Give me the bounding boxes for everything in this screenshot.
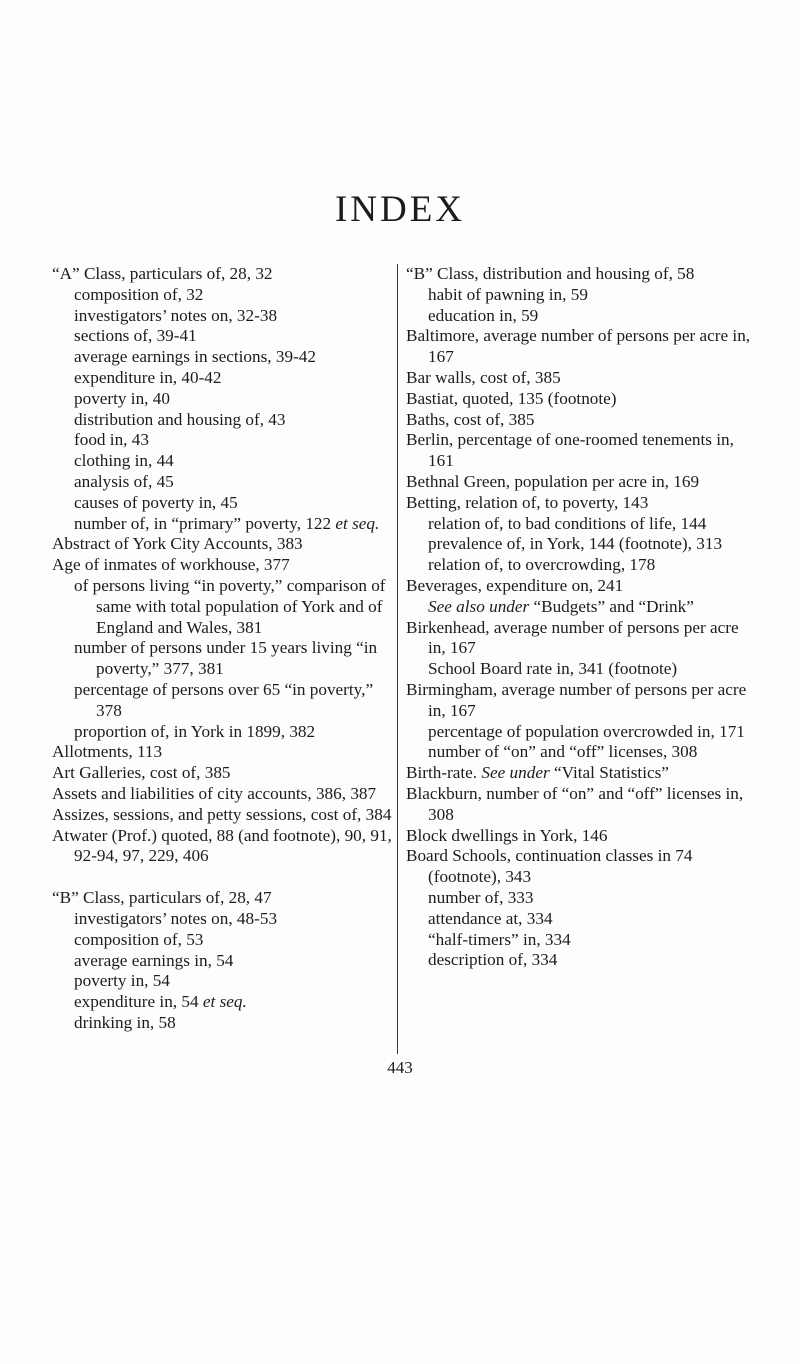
entry-text: expenditure in, 54 — [74, 992, 199, 1012]
index-subentry — [52, 472, 402, 493]
entry-text: “Vital Statistics” — [553, 763, 669, 783]
see-reference: See under — [481, 763, 550, 783]
index-subentry — [406, 909, 756, 930]
index-subentry — [52, 410, 402, 431]
entry-text: “half-timers” in, 334 — [428, 929, 571, 949]
entry-text: Board Schools, continuation classes in 74 (footnote), 343 — [406, 846, 693, 887]
index-entry — [52, 826, 402, 868]
index-subentry — [52, 951, 402, 972]
index-subentry — [406, 742, 756, 763]
entry-text: education in, 59 — [428, 305, 539, 325]
entry-prefix: Birth-rate. — [406, 763, 482, 783]
index-subentry — [406, 930, 756, 951]
index-entry — [406, 368, 756, 389]
entry-text: “A” Class, particulars of, 28, 32 — [52, 264, 273, 283]
entry-text: description of, 334 — [428, 950, 558, 970]
index-subentry — [52, 347, 402, 368]
entry-text: Assets and liabilities of city accounts, 386, 387 — [52, 783, 377, 803]
index-subentry — [52, 430, 402, 451]
index-entry — [406, 264, 756, 285]
index-entry — [52, 763, 402, 784]
index-subentry — [52, 306, 402, 327]
page-title: INDEX — [334, 189, 466, 230]
index-column-left — [52, 264, 402, 1034]
entry-text: School Board rate in, 341 (footnote) — [428, 659, 678, 679]
entry-text: habit of pawning in, 59 — [428, 284, 588, 304]
index-subentry — [52, 930, 402, 951]
entry-text: Art Galleries, cost of, 385 — [52, 763, 231, 783]
index-subentry — [52, 326, 402, 347]
index-subentry — [406, 597, 756, 618]
entry-text: composition of, 53 — [74, 929, 204, 949]
index-subentry — [406, 888, 756, 909]
index-entry — [52, 784, 402, 805]
index-entry — [52, 534, 402, 555]
entry-text: sections of, 39-41 — [74, 326, 197, 346]
entry-text: Atwater (Prof.) quoted, 88 (and footnote), 90, 91, 92-94, 97, 229, 406 — [52, 825, 392, 866]
entry-text: causes of poverty in, 45 — [74, 492, 238, 512]
entry-text: Birkenhead, average number of persons per acre in, 167 — [406, 617, 739, 658]
entry-text: clothing in, 44 — [74, 451, 174, 471]
entry-text: Allotments, 113 — [52, 742, 163, 762]
see-also-reference: See also under — [428, 596, 530, 616]
entry-text: “B” Class, particulars of, 28, 47 — [52, 888, 272, 908]
index-subentry — [52, 1013, 402, 1034]
entry-text: investigators’ notes on, 48-53 — [74, 908, 278, 928]
entry-text: poverty in, 40 — [74, 388, 170, 408]
entry-text: Baltimore, average number of persons per acre in, 167 — [406, 326, 751, 367]
entry-text: Berlin, percentage of one-roomed tenements in, 161 — [406, 430, 734, 471]
entry-text: “Budgets” and “Drink” — [533, 596, 694, 616]
index-entry — [406, 618, 756, 660]
entry-text: Bastiat, quoted, 135 (footnote) — [406, 388, 617, 408]
entry-text: Betting, relation of, to poverty, 143 — [406, 492, 649, 512]
entry-text: expenditure in, 40-42 — [74, 367, 222, 387]
index-subentry — [406, 659, 756, 680]
entry-text: Beverages, expenditure on, 241 — [406, 575, 624, 595]
entry-text: average earnings in sections, 39-42 — [74, 347, 316, 367]
index-entry — [52, 264, 402, 285]
index-entry — [406, 826, 756, 847]
index-subentry — [406, 514, 756, 535]
index-subentry — [52, 451, 402, 472]
index-subentry — [52, 514, 402, 535]
entry-text: composition of, 32 — [74, 284, 204, 304]
index-entry — [406, 576, 756, 597]
entry-text: Baths, cost of, 385 — [406, 409, 535, 429]
et-seq: et seq. — [202, 992, 247, 1012]
entry-text: percentage of persons over 65 “in poverty,” 378 — [74, 679, 374, 720]
entry-text: attendance at, 334 — [428, 908, 553, 928]
index-subentry — [52, 285, 402, 306]
index-entry — [406, 410, 756, 431]
index-entry — [406, 846, 756, 888]
entry-text: analysis of, 45 — [74, 471, 174, 491]
index-entry — [406, 680, 756, 722]
index-subentry — [52, 971, 402, 992]
index-entry — [406, 763, 756, 784]
entry-text: relation of, to overcrowding, 178 — [428, 555, 656, 575]
entry-text: Age of inmates of workhouse, 377 — [52, 555, 290, 575]
entry-text: number of, in “primary” poverty, 122 — [74, 513, 332, 533]
index-subentry — [52, 389, 402, 410]
entry-text: Bethnal Green, population per acre in, 169 — [406, 471, 700, 491]
index-subentry — [52, 680, 402, 722]
entry-text: proportion of, in York in 1899, 382 — [74, 721, 316, 741]
index-subentry — [52, 722, 402, 743]
index-column-right — [397, 264, 756, 1054]
index-subentry — [52, 493, 402, 514]
index-subentry — [406, 555, 756, 576]
entry-text: Assizes, sessions, and petty sessions, cost of, 384 — [52, 804, 392, 824]
entry-text: number of, 333 — [428, 887, 534, 907]
index-entry — [406, 472, 756, 493]
entry-text: Birmingham, average number of persons per acre in, 167 — [406, 679, 747, 720]
index-subentry — [52, 909, 402, 930]
entry-text: “B” Class, distribution and housing of, 58 — [406, 264, 695, 283]
entry-text: drinking in, 58 — [74, 1012, 176, 1032]
entry-text: number of “on” and “off” licenses, 308 — [428, 742, 698, 762]
entry-text: food in, 43 — [74, 430, 149, 450]
entry-text: of persons living “in poverty,” comparison of same with total population of York and of England and Wales, 381 — [74, 575, 386, 637]
index-entry — [52, 555, 402, 576]
index-subentry — [406, 950, 756, 971]
entry-text: average earnings in, 54 — [74, 950, 234, 970]
index-subentry — [52, 576, 402, 638]
index-subentry — [52, 992, 402, 1013]
index-entry — [52, 805, 402, 826]
entry-text: Block dwellings in York, 146 — [406, 825, 608, 845]
index-subentry — [52, 638, 402, 680]
index-entry — [406, 430, 756, 472]
entry-text: number of persons under 15 years living “in poverty,” 377, 381 — [74, 638, 378, 679]
entry-text: Abstract of York City Accounts, 383 — [52, 534, 303, 554]
index-entry — [52, 888, 402, 909]
index-subentry — [52, 368, 402, 389]
index-entry — [406, 326, 756, 368]
index-subentry — [406, 306, 756, 327]
entry-text: poverty in, 54 — [74, 971, 170, 991]
index-entry — [52, 742, 402, 763]
index-subentry — [406, 285, 756, 306]
entry-text: investigators’ notes on, 32-38 — [74, 305, 278, 325]
index-entry — [406, 493, 756, 514]
index-entry — [406, 389, 756, 410]
entry-text: percentage of population overcrowded in, 171 — [428, 721, 745, 741]
et-seq: et seq. — [335, 513, 380, 533]
index-subentry — [406, 722, 756, 743]
entry-text: Blackburn, number of “on” and “off” licenses in, 308 — [406, 783, 744, 824]
index-entry — [406, 784, 756, 826]
entry-text: distribution and housing of, 43 — [74, 409, 286, 429]
entry-text: relation of, to bad conditions of life, 144 — [428, 513, 707, 533]
page-number: 443 — [387, 1058, 413, 1077]
entry-text: Bar walls, cost of, 385 — [406, 367, 561, 387]
entry-text: prevalence of, in York, 144 (footnote), 313 — [428, 534, 723, 554]
index-subentry — [406, 534, 756, 555]
